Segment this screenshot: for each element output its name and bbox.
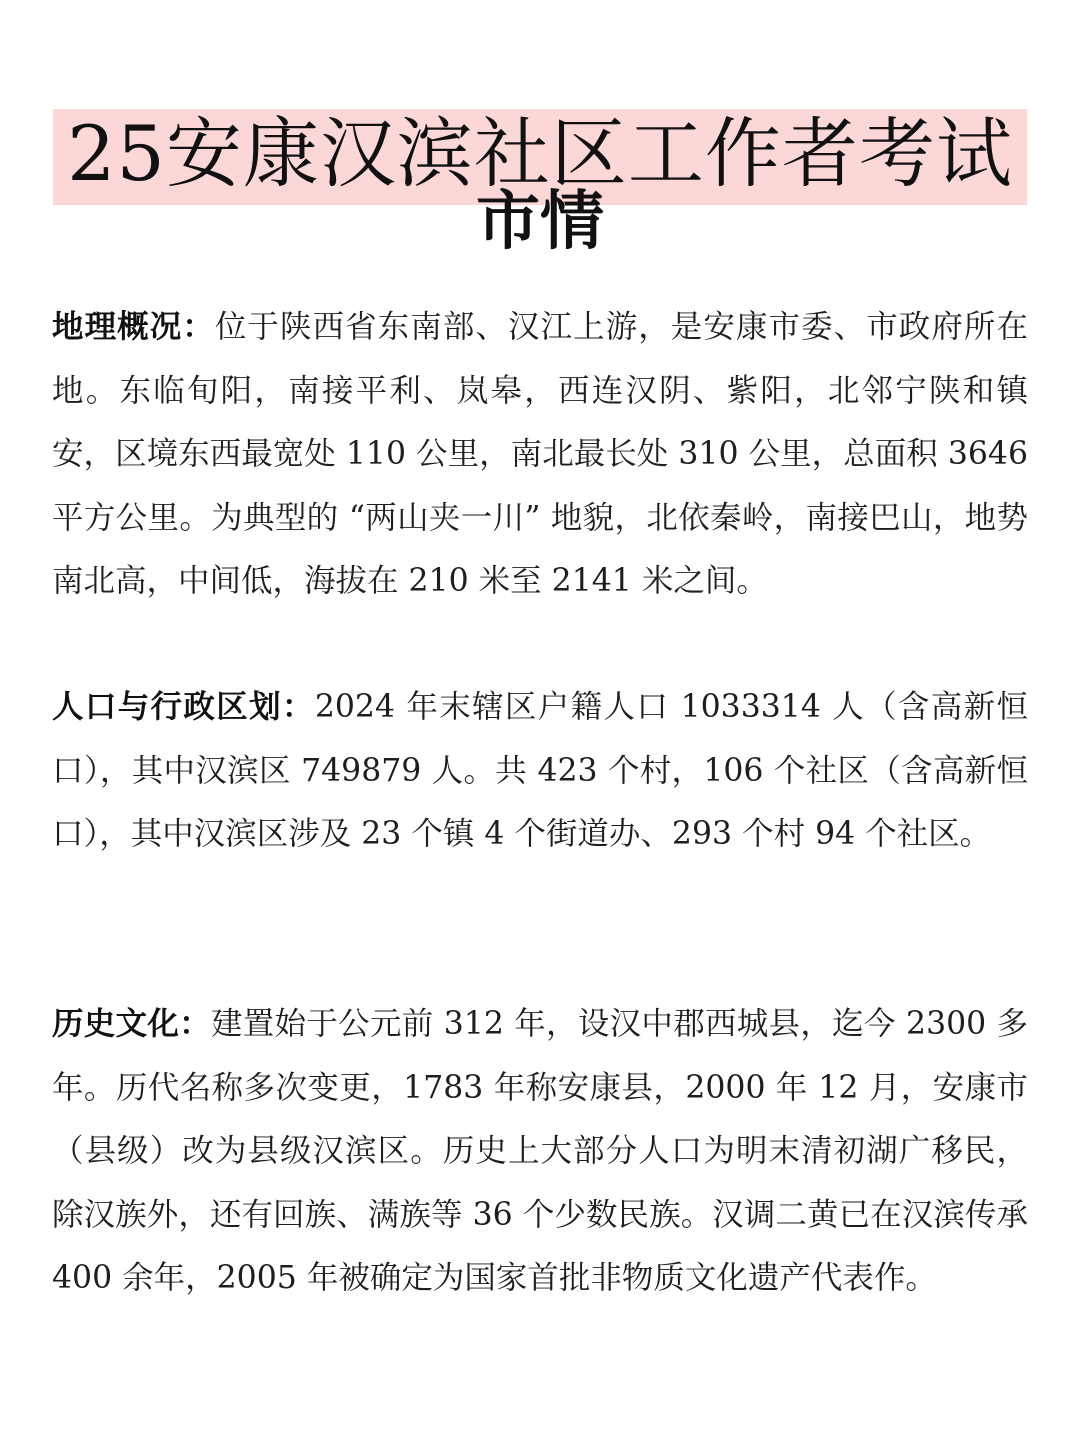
section-population [52, 676, 1028, 867]
section-label: 人口与行政区划： [52, 689, 315, 725]
section-label: 历史文化： [52, 1006, 211, 1042]
section-geography [52, 296, 1028, 614]
section-label: 地理概况： [52, 309, 215, 345]
section-text: 位于陕西省东南部、汉江上游，是安康市委、市政府所在地。东临旬阳，南接平利、岚皋，西连汉阴、紫阳，北邻宁陕和镇安，区境东西最宽处 110 公里，南北最长处 310 公里，总面积 3646 平方公里。为典型的 “两山夹一川” 地貌，北依秦岭，南接巴山，地势南北高，中间低，海拔在 210 米至 2141 米之间。 [52, 309, 1028, 599]
page-subtitle: 市情 [476, 185, 604, 259]
page-title: 25安康汉滨社区工作者考试 [53, 109, 1027, 205]
section-text: 建置始于公元前 312 年，设汉中郡西城县，迄今 2300 多年。历代名称多次变更，1783 年称安康县，2000 年 12 月，安康市（县级）改为县级汉滨区。历史上大部分人口为明末清初湖广移民，除汉族外，还有回族、满族等 36 个少数民族。汉调二黄已在汉滨传承 400 余年，2005 年被确定为国家首批非物质文化遗产代表作。 [52, 1006, 1028, 1296]
section-history [52, 993, 1028, 1311]
section-text: 2024 年末辖区户籍人口 1033314 人（含高新恒口），其中汉滨区 749879 人。共 423 个村，106 个社区（含高新恒口），其中汉滨区涉及 23 个镇 4 个街道办、293 个村 94 个社区。 [52, 689, 1028, 852]
